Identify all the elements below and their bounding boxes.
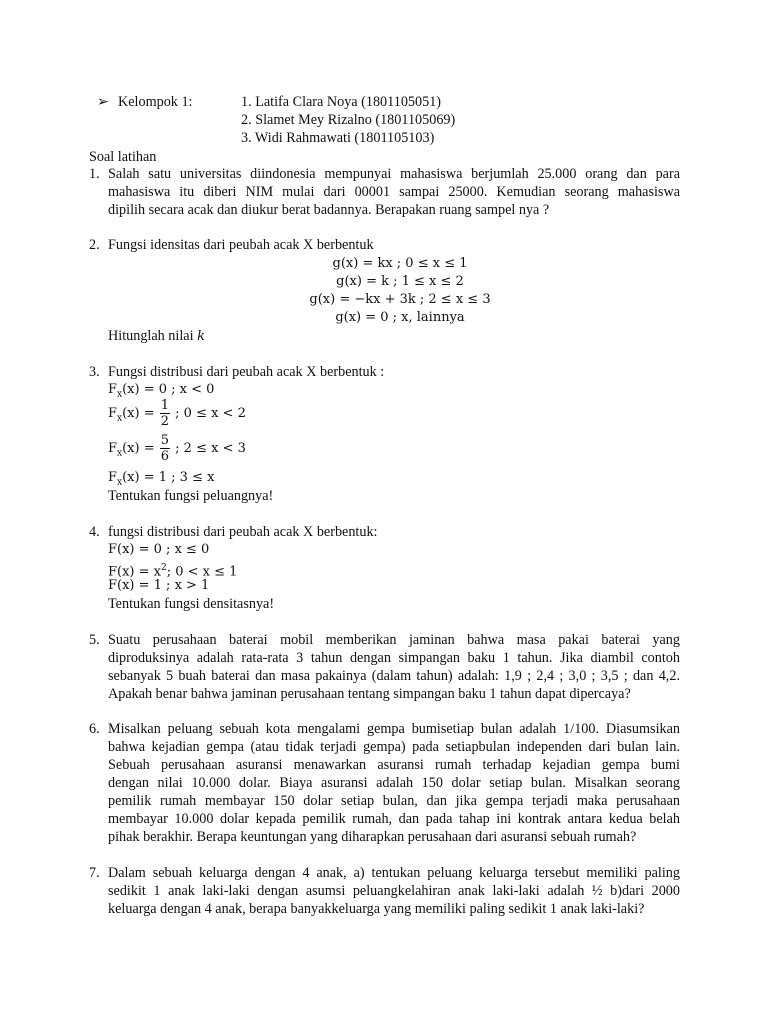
q2-equation-4: g(x) = 0 ; x, lainnya: [335, 310, 465, 325]
member-2: 2. Slamet Mey Rizalno (1801105069): [241, 112, 456, 128]
q4-intro: fungsi distribusi dari peubah acak X berbentuk:: [108, 524, 378, 540]
q1-number: 1.: [89, 166, 100, 182]
q6-line-7: pihak berakhir. Berapa keuntungan yang diharapkan perusahaan dari asuransi sebuah rumah?: [108, 829, 637, 845]
q6-line-5: pemilik rumah membayar 150 dolar setiap bulan, dan jika gempa terjadi maka perusahaan: [108, 793, 680, 809]
q6-number: 6.: [89, 721, 100, 737]
q7-number: 7.: [89, 865, 100, 881]
q3-fraction-1: $\frac{1}{2}$: [160, 398, 170, 429]
group-label: Kelompok 1:: [118, 94, 193, 110]
q5-line-4: Apakah benar bahwa jaminan perusahaan tentang simpangan baku 1 tahun dapat dipercaya?: [108, 686, 631, 702]
q5-number: 5.: [89, 632, 100, 648]
q6-line-4: dengan nilai 10.000 dolar. Biaya asuransi adalah 150 dolar setiap bulan. Misalkan seorang: [108, 775, 680, 791]
q1-line-1: Salah satu universitas diindonesia mempunyai mahasiswa berjumlah 25.000 orang dan para: [108, 166, 680, 182]
q2-ask-variable: k: [197, 329, 205, 344]
q4-ask: Tentukan fungsi densitasnya!: [108, 596, 275, 612]
q4-equation-1: F(x) = 0 ; x ≤ 0: [108, 542, 210, 557]
q3-value-4: 1: [158, 470, 168, 485]
q4-number: 4.: [89, 524, 100, 540]
q1-line-2: mahasiswa itu diberi NIM mulai dari 00001 sampai 25000. Kemudian seorang mahasiswa: [108, 184, 680, 200]
q7-line-2: sedikit 1 anak laki-laki dengan asumsi peluangkelahiran anak laki-laki adalah ½ b)dari 2000: [108, 883, 680, 899]
q6-line-3: Sebuah perusahaan asuransi menawarkan asuransi rumah terhadap kejadian gempa bumi: [108, 757, 680, 773]
member-1: 1. Latifa Clara Noya (1801105051): [241, 94, 442, 110]
q7-line-1: Dalam sebuah keluarga dengan 4 anak, a) tentukan peluang keluarga tersebut memiliki paling: [108, 865, 680, 881]
q3-ask: Tentukan fungsi peluangnya!: [108, 488, 274, 504]
q2-intro: Fungsi idensitas dari peubah acak X berbentuk: [108, 237, 374, 253]
q4-equation-2: $F(x) = x^2$; 0 < x ≤ 1: [108, 563, 238, 580]
q1-line-3: dipilih secara acak dan diukur berat badannya. Berapakan ruang sampel nya ?: [108, 202, 550, 218]
q2-ask-text: Hitunglah nilai: [108, 328, 194, 344]
section-title: Soal latihan: [89, 149, 157, 165]
q5-line-1: Suatu perusahaan baterai mobil memberikan jaminan bahwa masa pakai baterai yang: [108, 632, 680, 648]
arrow-bullet-icon: ➢: [97, 94, 109, 110]
q3-line-1: $F_x(x) = 0$ ; x < 0: [108, 382, 215, 400]
q3-number: 3.: [89, 364, 100, 380]
q2-equation-1: g(x) = kx ; 0 ≤ x ≤ 1: [332, 256, 468, 271]
q3-line-4: $F_x(x) = 1$ ; 3 ≤ x: [108, 470, 215, 488]
q3-line-3: $F_x(x)$ = $\frac{5}{6}$ ; 2 ≤ x < 3: [108, 433, 246, 464]
q6-line-1: Misalkan peluang sebuah kota mengalami gempa bumisetiap bulan adalah 1/100. Diasumsikan: [108, 721, 680, 737]
q2-equation-3: g(x) = −kx + 3k ; 2 ≤ x ≤ 3: [309, 292, 491, 307]
q3-fraction-2: $\frac{5}{6}$: [160, 433, 170, 464]
q3-line-2: $F_x(x)$ = $\frac{1}{2}$ ; 0 ≤ x < 2: [108, 398, 246, 429]
q3-intro: Fungsi distribusi dari peubah acak X berbentuk :: [108, 364, 385, 380]
q7-line-3: keluarga dengan 4 anak, berapa banyakkeluarga yang memiliki paling sedikit 1 anak laki-laki?: [108, 901, 645, 917]
q3-value-1: 0: [158, 382, 168, 397]
q6-line-6: membayar 10.000 dolar kepada pemilik rumah, dan pada tahap ini kontrak antara kedua belah: [108, 811, 680, 827]
member-3: 3. Widi Rahmawati (1801105103): [241, 130, 435, 146]
q2-equation-2: g(x) = k ; 1 ≤ x ≤ 2: [336, 274, 464, 289]
q5-line-3: sebanyak 5 buah baterai dan masa pakainya (dalam tahun) adalah: 1,9 ; 2,4 ; 3,0 ; 3,5 ; dan 4,2.: [108, 668, 680, 684]
q4-equation-3: F(x) = 1 ; x > 1: [108, 578, 210, 593]
q6-line-2: bahwa kejadian gempa (atau tidak terjadi gempa) pada setiapbulan independen dari bulan lain.: [108, 739, 680, 755]
q2-number: 2.: [89, 237, 100, 253]
q2-ask: [108, 327, 205, 346]
q5-line-2: diproduksinya adalah rata-rata 3 tahun dengan simpangan baku 1 tahun. Jika diambil contoh: [108, 650, 680, 666]
